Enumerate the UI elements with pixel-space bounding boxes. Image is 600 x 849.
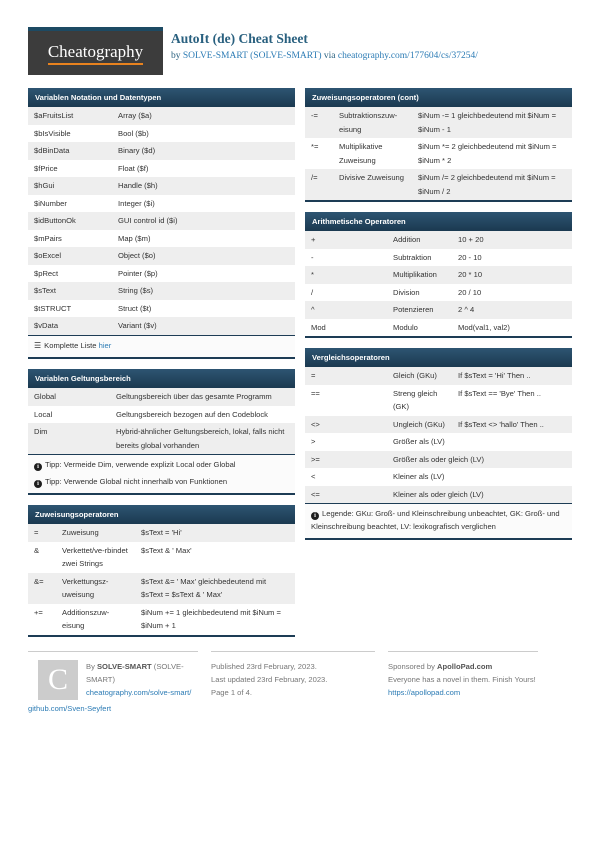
- table-cell: <: [311, 472, 316, 481]
- page-footer: [0, 647, 600, 715]
- footer-author-bold: SOLVE-SMART: [96, 661, 152, 671]
- section-title: Vergleichsoperatoren: [305, 348, 572, 367]
- cheatography-logo[interactable]: [28, 27, 163, 75]
- table-cell: Geltungsbereich über das gesamte Programm: [116, 392, 272, 401]
- table-cell: Kleiner als (LV): [393, 472, 445, 481]
- table-row: [305, 231, 572, 249]
- table-row: [28, 212, 295, 230]
- table-row: [28, 125, 295, 143]
- table-cell: Pointer ($p): [118, 268, 158, 278]
- author-link[interactable]: SOLVE-SMART (SOLVE-SMART): [182, 51, 322, 61]
- table-row: [305, 169, 572, 200]
- footer-sponsor-name: ApolloPad.com: [436, 661, 493, 671]
- table-cell: ^: [311, 305, 315, 314]
- table-cell: Handle ($h): [118, 181, 158, 190]
- table-row: [28, 230, 295, 248]
- table-cell: 20 / 10: [458, 287, 482, 297]
- table-row: [28, 524, 295, 542]
- table-cell: Geltungsbereich bezogen auf den Codeblock: [116, 409, 268, 419]
- meta-text: Komplette Liste: [44, 340, 99, 350]
- table-cell: /=: [311, 173, 318, 182]
- meta-row: [28, 474, 295, 491]
- table-cell: $tSTRUCT: [34, 303, 72, 313]
- table-row: [28, 573, 295, 604]
- table-row: [305, 138, 572, 169]
- table-cell: GUI control id ($i): [118, 216, 178, 225]
- table-cell: Zuweisung: [62, 528, 99, 537]
- table-row: [305, 385, 572, 416]
- meta-text: Legende: GKu: Groß- und Kleinschreibung unbeachtet, GK: Groß- und Kleinschreibung beachtet, LV: lexikografisch verglichen: [311, 509, 560, 531]
- section-title: Arithmetische Operatoren: [305, 212, 572, 231]
- footer-author-block: [28, 651, 198, 715]
- header-text: [171, 27, 478, 61]
- table-cell: Kleiner als oder gleich (LV): [393, 489, 484, 499]
- table-cell: Hybrid-ähnlicher Geltungsbereich, lokal, falls nicht bereits global vorhanden: [116, 427, 285, 450]
- table-cell: Ungleich (GKu): [393, 419, 445, 429]
- table-cell: $iNum /= 2 gleichbedeutend mit $iNum = $iNum / 2: [418, 173, 556, 196]
- section-variablen-geltungsbereich: [28, 369, 295, 495]
- footer-sponsor-prefix: Sponsored by: [388, 661, 437, 671]
- section-title: Zuweisungsoperatoren: [28, 505, 295, 524]
- table-cell: $idButtonOk: [34, 216, 76, 225]
- table-row: [28, 604, 295, 635]
- section-arithmetische-operatoren: [305, 212, 572, 338]
- meta-link[interactable]: hier: [98, 340, 112, 350]
- table-cell: Verkettet/ve-rbindet zwei Strings: [62, 545, 128, 568]
- table-cell: $iNum += 1 gleichbedeutend mit $iNum = $iNum + 1: [141, 607, 281, 630]
- table-cell: Dim: [34, 427, 48, 436]
- table-cell: Potenzieren: [393, 305, 434, 314]
- cheatography-c-logo: C: [38, 660, 78, 700]
- table-cell: Additionszuw-eisung: [62, 607, 110, 630]
- table-cell: $bIsVisible: [34, 128, 71, 138]
- footer-sponsor-line: [388, 660, 538, 673]
- table-cell: $fPrice: [34, 163, 58, 173]
- byline: [171, 51, 478, 61]
- table-cell: 2 ^ 4: [458, 305, 475, 314]
- footer-published: Published 23rd February, 2023.: [211, 661, 317, 671]
- byline-via: via: [323, 51, 336, 61]
- footer-author-rest: (SOLVE-SMART): [86, 661, 184, 684]
- table-cell: 20 * 10: [458, 270, 483, 279]
- page-title: AutoIt (de) Cheat Sheet: [171, 31, 308, 46]
- table-cell: Division: [393, 287, 420, 297]
- table-row: [305, 107, 572, 138]
- column-left: [28, 88, 295, 647]
- section-meta: [28, 454, 295, 493]
- table-cell: Größer als oder gleich (LV): [393, 454, 485, 464]
- meta-text: Tipp: Verwende Global nicht innerhalb von Funktionen: [45, 476, 228, 486]
- table-cell: 10 + 20: [458, 235, 484, 244]
- meta-row: [305, 506, 572, 535]
- table-cell: +: [311, 235, 316, 244]
- table-row: [305, 416, 572, 434]
- table-cell: Struct ($t): [118, 303, 152, 313]
- table-cell: Map ($m): [118, 233, 151, 243]
- table-row: [305, 468, 572, 486]
- footer-sponsor-link[interactable]: https://apollopad.com: [388, 687, 461, 697]
- table-cell: Integer ($i): [118, 198, 155, 208]
- table-cell: Addition: [393, 235, 421, 244]
- table-cell: =: [34, 528, 39, 537]
- table-cell: Global: [34, 392, 56, 401]
- table-row: [28, 265, 295, 283]
- table-cell: -=: [311, 111, 318, 120]
- table-row: [305, 367, 572, 385]
- list-icon: ☰: [34, 340, 42, 350]
- table-cell: $sText & ' Max': [141, 545, 192, 555]
- section-meta: [305, 503, 572, 538]
- table-cell: String ($s): [118, 286, 154, 295]
- byline-prefix: by: [171, 51, 181, 61]
- footer-sponsor-block: [388, 651, 538, 715]
- table-cell: Local: [34, 409, 53, 419]
- table-cell: $iNumber: [34, 198, 67, 208]
- table-cell: +=: [34, 607, 43, 617]
- table-cell: Streng gleich (GK): [393, 388, 438, 411]
- table-cell: =: [311, 371, 316, 380]
- table-cell: Bool ($b): [118, 128, 149, 138]
- table-row: [28, 388, 295, 406]
- source-link[interactable]: cheatography.com/177604/cs/37254/: [337, 51, 478, 61]
- table-row: [305, 486, 572, 504]
- column-right: [305, 88, 572, 550]
- table-cell: Gleich (GKu): [393, 371, 437, 380]
- table-cell: Divisive Zuweisung: [339, 173, 404, 182]
- table-row: [28, 542, 295, 573]
- meta-text: Tipp: Vermeide Dim, verwende explizit Local oder Global: [45, 460, 236, 469]
- table-cell: Subtraktionszuw-eisung: [339, 111, 398, 134]
- table-cell: Object ($o): [118, 251, 156, 260]
- table-cell: $hGui: [34, 181, 55, 190]
- meta-row: [28, 457, 295, 474]
- section-vergleichsoperatoren: [305, 348, 572, 540]
- table-cell: Mod(val1, val2): [458, 322, 510, 332]
- table-cell: Variant ($v): [118, 321, 157, 330]
- table-row: [305, 249, 572, 267]
- table-row: [305, 433, 572, 451]
- table-cell: $sText &= ' Max' gleichbedeutend mit $sText = $sText & ' Max': [141, 576, 267, 599]
- section-title: Zuweisungsoperatoren (cont): [305, 88, 572, 107]
- info-icon: i: [34, 480, 42, 488]
- table-row: [305, 284, 572, 302]
- table-cell: <>: [311, 419, 320, 429]
- footer-last-updated: Last updated 23rd February, 2023.: [211, 674, 328, 684]
- table-row: [305, 451, 572, 469]
- table-cell: $sText: [34, 286, 56, 295]
- section-zuweisungsoperatoren-cont: [305, 88, 572, 202]
- footer-profile-link[interactable]: cheatography.com/solve-smart/: [86, 687, 192, 697]
- meta-row: [28, 338, 295, 355]
- footer-publish-block: [211, 651, 375, 715]
- section-variablen-notation-und-datentypen: [28, 88, 295, 359]
- table-cell: $vData: [34, 321, 59, 330]
- table-cell: /: [311, 287, 314, 297]
- table-cell: *=: [311, 142, 319, 151]
- section-title: Variablen Geltungsbereich: [28, 369, 295, 388]
- table-cell: If $sText <> 'hallo' Then ..: [458, 419, 544, 429]
- table-cell: Modulo: [393, 322, 418, 332]
- table-cell: Mod: [311, 322, 326, 332]
- table-row: [28, 300, 295, 318]
- table-cell: $oExcel: [34, 251, 62, 260]
- table-row: [28, 142, 295, 160]
- table-row: [305, 319, 572, 337]
- table-row: [305, 266, 572, 284]
- page-header: [0, 0, 600, 88]
- table-row: [28, 423, 295, 454]
- table-cell: $dBinData: [34, 146, 70, 155]
- table-cell: $mPairs: [34, 233, 62, 243]
- table-cell: Float ($f): [118, 163, 149, 173]
- table-cell: $iNum *= 2 gleichbedeutend mit $iNum = $iNum * 2: [418, 142, 557, 165]
- table-row: [28, 107, 295, 125]
- section-zuweisungsoperatoren: [28, 505, 295, 637]
- section-meta: [28, 335, 295, 358]
- table-cell: 20 - 10: [458, 252, 482, 262]
- footer-github-link[interactable]: github.com/Sven-Seyfert: [28, 703, 112, 713]
- table-row: [28, 177, 295, 195]
- info-icon: i: [311, 512, 319, 520]
- table-cell: >=: [311, 454, 320, 464]
- table-cell: -: [311, 252, 314, 262]
- table-cell: $aFruitsList: [34, 111, 74, 120]
- table-cell: Multiplikation: [393, 270, 437, 279]
- footer-by-text: [86, 660, 198, 700]
- table-cell: ==: [311, 388, 320, 398]
- table-cell: If $sText == 'Bye' Then ..: [458, 388, 541, 398]
- table-cell: >: [311, 437, 316, 446]
- table-row: [28, 406, 295, 424]
- footer-page-info: Page 1 of 4.: [211, 687, 252, 697]
- table-cell: If $sText = 'Hi' Then ..: [458, 371, 531, 380]
- content-columns: [0, 88, 600, 647]
- table-cell: $pRect: [34, 268, 59, 278]
- table-cell: Verkettungsz-uweisung: [62, 576, 109, 599]
- table-cell: Größer als (LV): [393, 437, 445, 446]
- cheatography-logo-text: Cheatography: [48, 42, 143, 65]
- table-cell: &=: [34, 576, 44, 586]
- table-cell: <=: [311, 489, 320, 499]
- table-row: [28, 282, 295, 300]
- table-cell: Binary ($d): [118, 146, 156, 155]
- table-row: [28, 317, 295, 335]
- table-cell: $sText = 'Hi': [141, 528, 182, 537]
- info-icon: i: [34, 463, 42, 471]
- table-cell: &: [34, 545, 40, 555]
- table-cell: Subtraktion: [393, 252, 432, 262]
- section-title: Variablen Notation und Datentypen: [28, 88, 295, 107]
- table-cell: $iNum -= 1 gleichbedeutend mit $iNum = $iNum - 1: [418, 111, 557, 134]
- footer-by-prefix: By: [86, 661, 97, 671]
- table-cell: *: [311, 270, 314, 279]
- footer-sponsor-tagline: Everyone has a novel in them. Finish Yours!: [388, 674, 536, 684]
- table-row: [305, 301, 572, 319]
- table-cell: Multiplikative Zuweisung: [339, 142, 383, 165]
- table-row: [28, 195, 295, 213]
- table-row: [28, 247, 295, 265]
- table-row: [28, 160, 295, 178]
- table-cell: Array ($a): [118, 111, 152, 120]
